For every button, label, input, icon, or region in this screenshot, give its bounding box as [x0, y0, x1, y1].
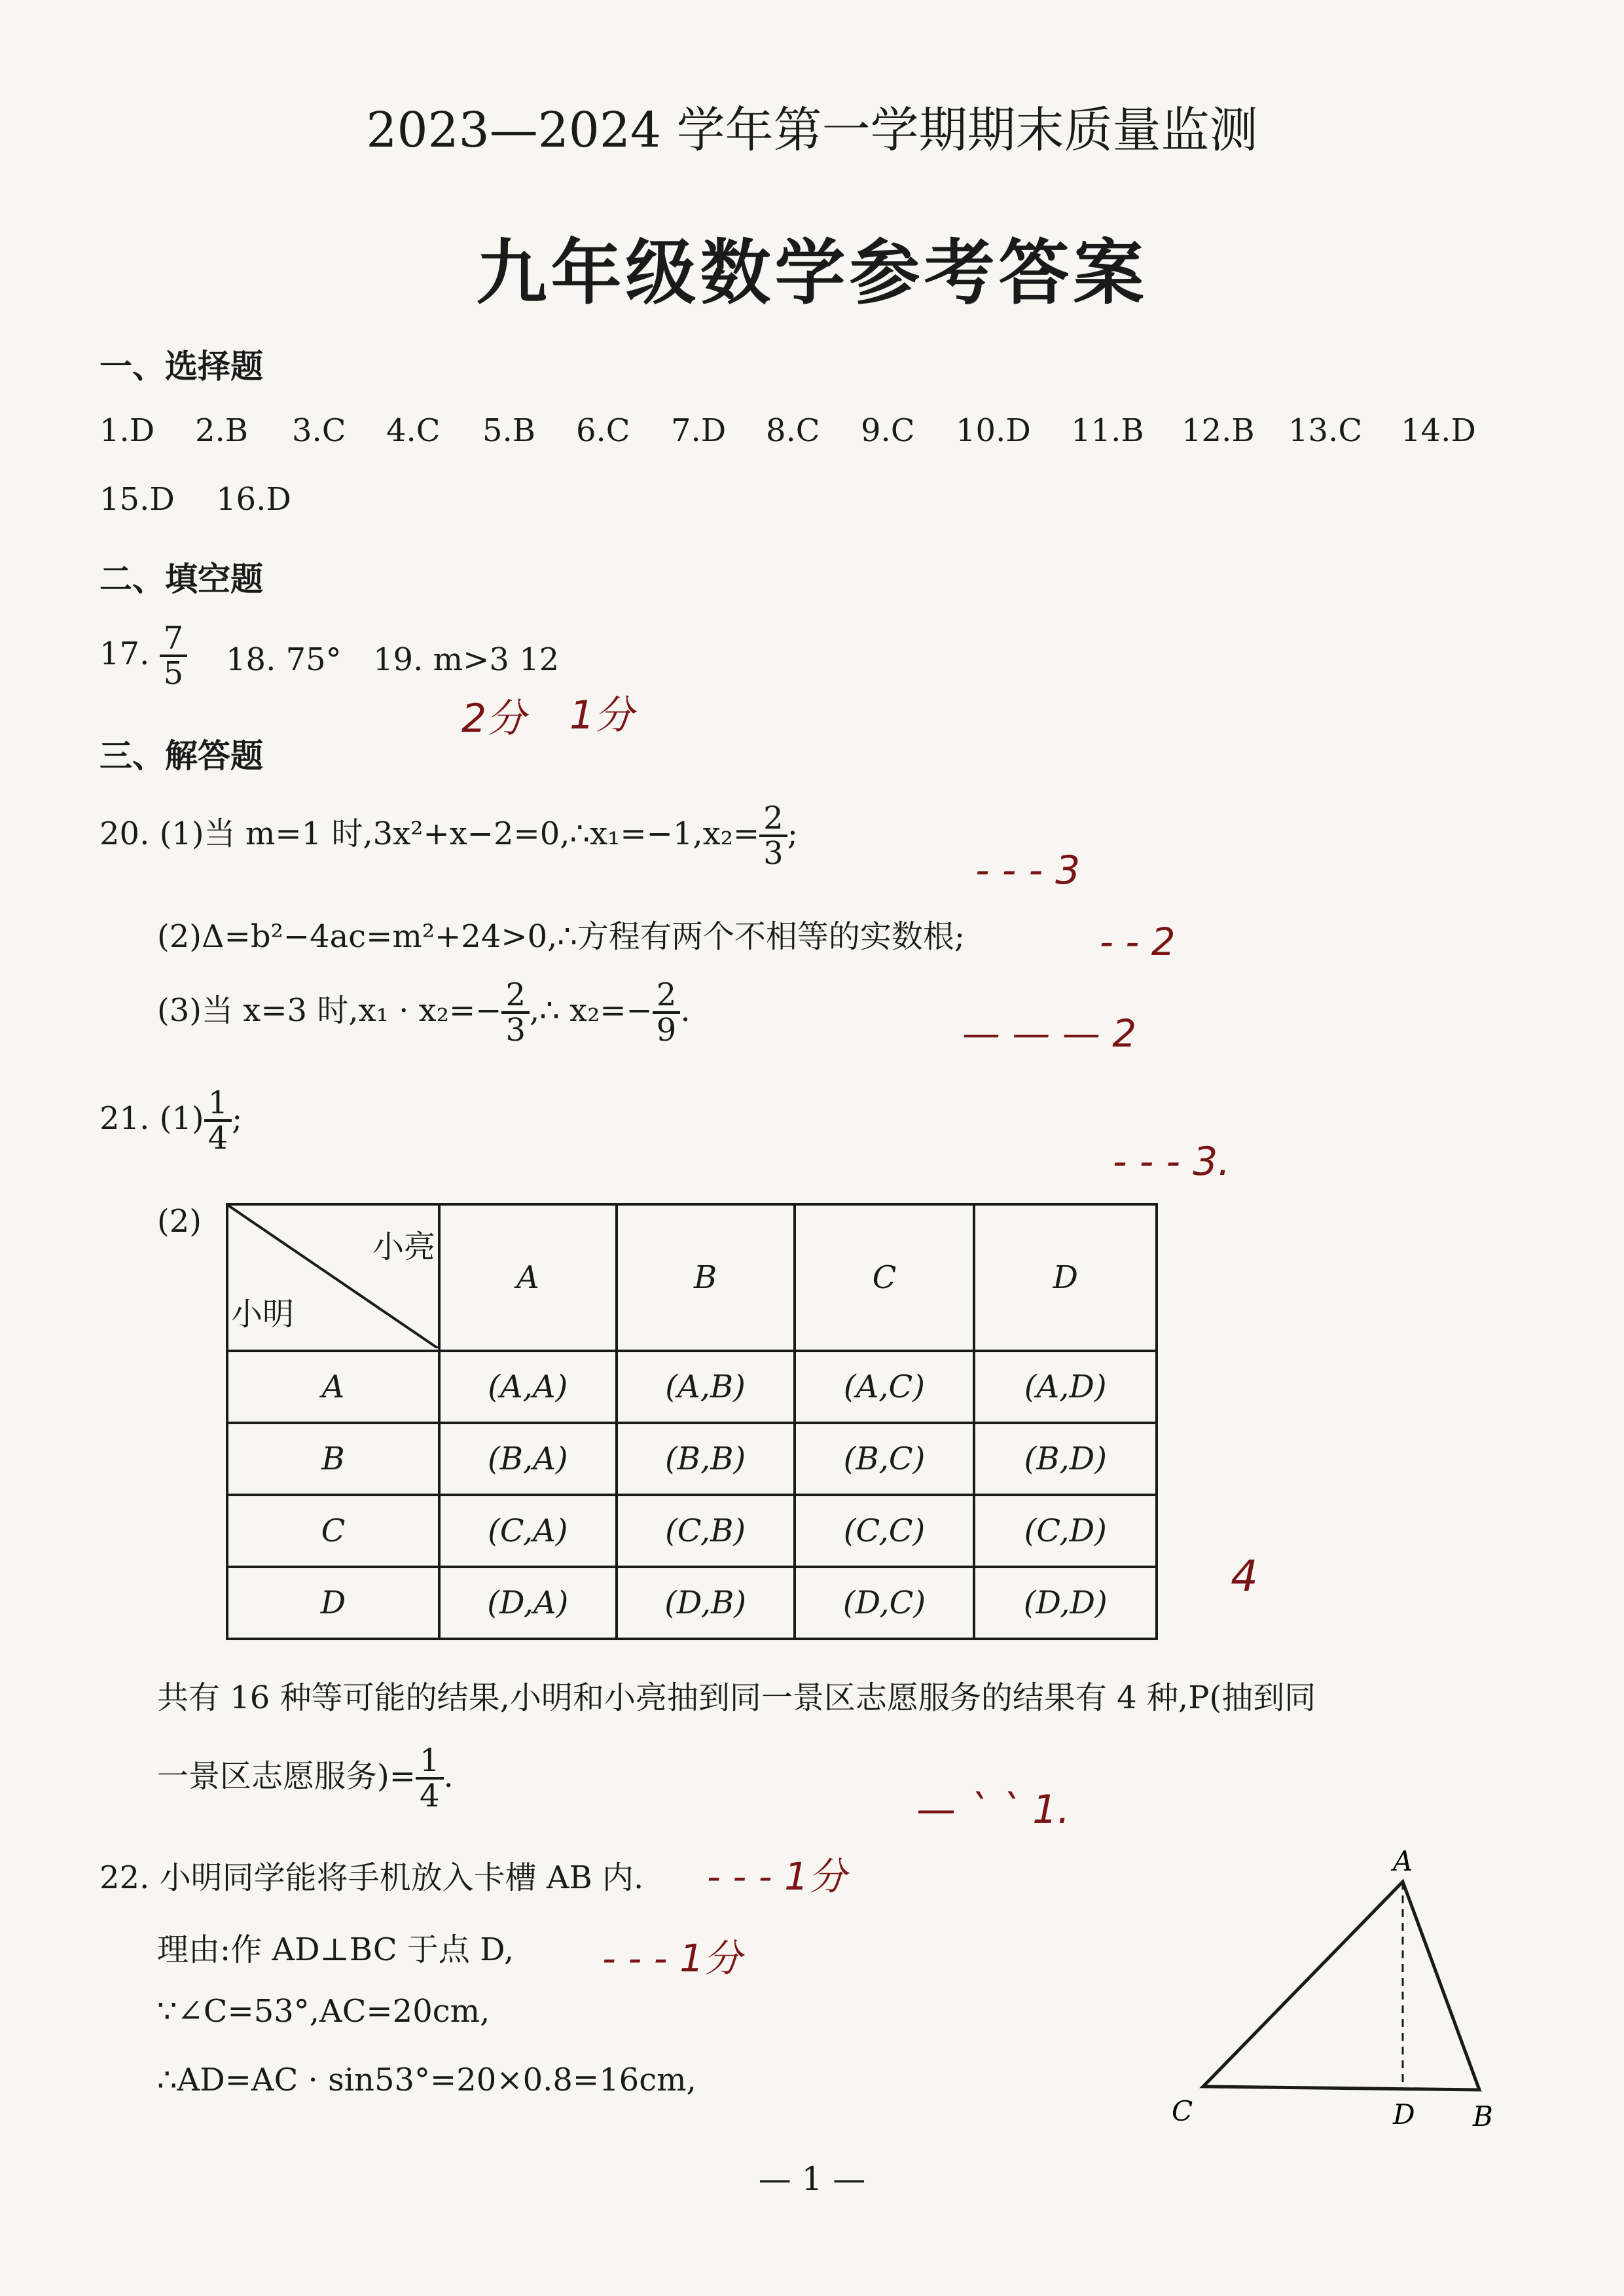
handwritten-mark: — — — 2	[962, 1011, 1137, 1056]
exam-subtitle: 2023—2024 学年第一学期期末质量监测	[366, 102, 1258, 158]
q20-part1-text: 20. (1)当 m=1 时,3x²+x−2=0,∴x₁=−1,x₂=	[99, 815, 760, 852]
q22-line1: 22. 小明同学能将手机放入卡槽 AB 内.	[99, 1859, 644, 1896]
table-cell: (A,C)	[795, 1351, 975, 1423]
q21-part1-text: 21. (1)	[99, 1100, 204, 1137]
q20-part3-tail: .	[680, 992, 691, 1029]
row-header: D	[227, 1567, 439, 1639]
vertex-a-label: A	[1393, 1846, 1413, 1877]
fraction	[416, 1744, 444, 1813]
row-header: B	[227, 1423, 439, 1495]
mcq-answer: 3.C	[292, 412, 346, 449]
q21-conclusion-line2	[157, 1744, 454, 1813]
fraction	[653, 978, 681, 1047]
q20-part3	[157, 978, 691, 1047]
q21-part2-label: (2)	[157, 1203, 202, 1240]
numerator: 2	[759, 802, 787, 837]
vertex-b-label: B	[1473, 2100, 1493, 2132]
section-heading-choice: 一、选择题	[99, 348, 263, 386]
answer-17	[99, 622, 187, 691]
diagonal-header-cell	[227, 1204, 439, 1351]
table-row	[227, 1351, 1157, 1423]
page-number: — 1 —	[758, 2160, 866, 2198]
table-row	[227, 1567, 1157, 1639]
point-d-label: D	[1393, 2098, 1415, 2130]
section-heading-fill: 二、填空题	[99, 560, 263, 598]
handwritten-mark: — ` ` 1.	[916, 1787, 1070, 1833]
answer-19: 19. m>3 12	[373, 641, 560, 678]
q20-part3-text-a: (3)当 x=3 时,x₁ · x₂=−	[157, 992, 502, 1029]
mcq-answer: 4.C	[386, 412, 441, 449]
mcq-answer: 9.C	[861, 412, 915, 449]
triangle-abc	[1203, 1882, 1479, 2090]
handwritten-mark: - - - 3	[975, 848, 1081, 893]
mcq-answer: 6.C	[576, 412, 630, 449]
q21-conclusion-line1: 共有 16 种等可能的结果,小明和小亮抽到同一景区志愿服务的结果有 4 种,P(抽到同	[157, 1679, 1316, 1716]
q21-conclusion-tail: .	[443, 1757, 454, 1795]
table-cell: (D,D)	[974, 1567, 1157, 1639]
table-cell: (D,A)	[439, 1567, 617, 1639]
handwritten-mark: - - - 3.	[1113, 1139, 1231, 1185]
q21-part1	[99, 1086, 242, 1155]
numerator: 1	[416, 1744, 444, 1780]
mcq-answer: 5.B	[482, 412, 536, 449]
fraction	[501, 978, 530, 1047]
q22-line3: ∵∠C=53°,AC=20cm,	[157, 1993, 490, 2030]
q20-part2: (2)Δ=b²−4ac=m²+24>0,∴方程有两个不相等的实数根;	[157, 918, 965, 955]
column-header: C	[795, 1204, 975, 1351]
q21-conclusion-text: 一景区志愿服务)=	[157, 1757, 416, 1795]
mcq-answer: 12.B	[1182, 412, 1255, 449]
handwritten-mark: 2分	[461, 696, 526, 742]
q22-line2: 理由:作 AD⊥BC 于点 D,	[157, 1931, 514, 1968]
denominator: 3	[763, 835, 784, 872]
table-cell: (B,D)	[974, 1423, 1157, 1495]
column-header: D	[974, 1204, 1157, 1351]
table-cell: (A,A)	[439, 1351, 617, 1423]
table-cell: (C,C)	[795, 1495, 975, 1567]
handwritten-mark: 1分	[569, 692, 634, 738]
table-cell: (A,B)	[617, 1351, 795, 1423]
header-left-label: 小明	[231, 1296, 295, 1333]
section-heading-solutions: 三、解答题	[99, 737, 263, 775]
row-header: A	[227, 1351, 439, 1423]
table-cell: (D,B)	[617, 1567, 795, 1639]
numerator: 2	[653, 978, 681, 1014]
vertex-c-label: C	[1172, 2095, 1193, 2127]
fraction	[160, 622, 188, 691]
handwritten-mark: 4	[1231, 1551, 1258, 1602]
mcq-answer: 16.D	[216, 481, 291, 518]
mcq-answer: 14.D	[1401, 412, 1476, 449]
fraction	[759, 802, 787, 870]
table-cell: (B,C)	[795, 1423, 975, 1495]
handwritten-mark: - - - 1分	[602, 1936, 742, 1981]
column-header: B	[617, 1204, 795, 1351]
q20-part1	[99, 802, 798, 870]
table-cell: (C,B)	[617, 1495, 795, 1567]
row-header: C	[227, 1495, 439, 1567]
column-header: A	[439, 1204, 617, 1351]
page-title: 九年级数学参考答案	[476, 232, 1148, 314]
handwritten-mark: - - 2	[1100, 920, 1176, 964]
header-top-label: 小亮	[372, 1229, 435, 1265]
table-row	[227, 1423, 1157, 1495]
denominator: 5	[163, 655, 184, 692]
denominator: 9	[656, 1012, 677, 1049]
numerator: 7	[160, 622, 188, 657]
numerator: 2	[501, 978, 530, 1014]
answer-18: 18. 75°	[226, 641, 342, 678]
mcq-answer: 10.D	[956, 412, 1031, 449]
q17-label: 17.	[99, 635, 150, 672]
table-row	[227, 1495, 1157, 1567]
table-cell: (C,D)	[974, 1495, 1157, 1567]
q20-part1-tail: ;	[787, 815, 798, 852]
handwritten-mark: - - - 1分	[707, 1854, 846, 1899]
outcome-table	[226, 1203, 1158, 1640]
q21-part1-tail: ;	[232, 1100, 243, 1137]
mcq-answer: 8.C	[766, 412, 820, 449]
table-header-row	[227, 1204, 1157, 1351]
mcq-answer: 2.B	[195, 412, 249, 449]
denominator: 3	[505, 1012, 526, 1049]
q20-part3-text-b: ,∴ x₂=−	[529, 992, 653, 1029]
mcq-answer: 13.C	[1288, 412, 1363, 449]
numerator: 1	[204, 1086, 232, 1122]
fraction	[204, 1086, 232, 1155]
mcq-answer: 7.D	[671, 412, 727, 449]
mcq-answer: 15.D	[99, 481, 175, 518]
denominator: 4	[419, 1778, 440, 1815]
table-cell: (A,D)	[974, 1351, 1157, 1423]
triangle-figure	[1152, 1846, 1519, 2147]
q22-line4: ∴AD=AC · sin53°=20×0.8=16cm,	[157, 2062, 696, 2098]
mcq-answer: 11.B	[1071, 412, 1144, 449]
table-cell: (B,A)	[439, 1423, 617, 1495]
denominator: 4	[208, 1120, 228, 1157]
table-cell: (D,C)	[795, 1567, 975, 1639]
mcq-answer: 1.D	[99, 412, 155, 449]
table-cell: (B,B)	[617, 1423, 795, 1495]
table-cell: (C,A)	[439, 1495, 617, 1567]
